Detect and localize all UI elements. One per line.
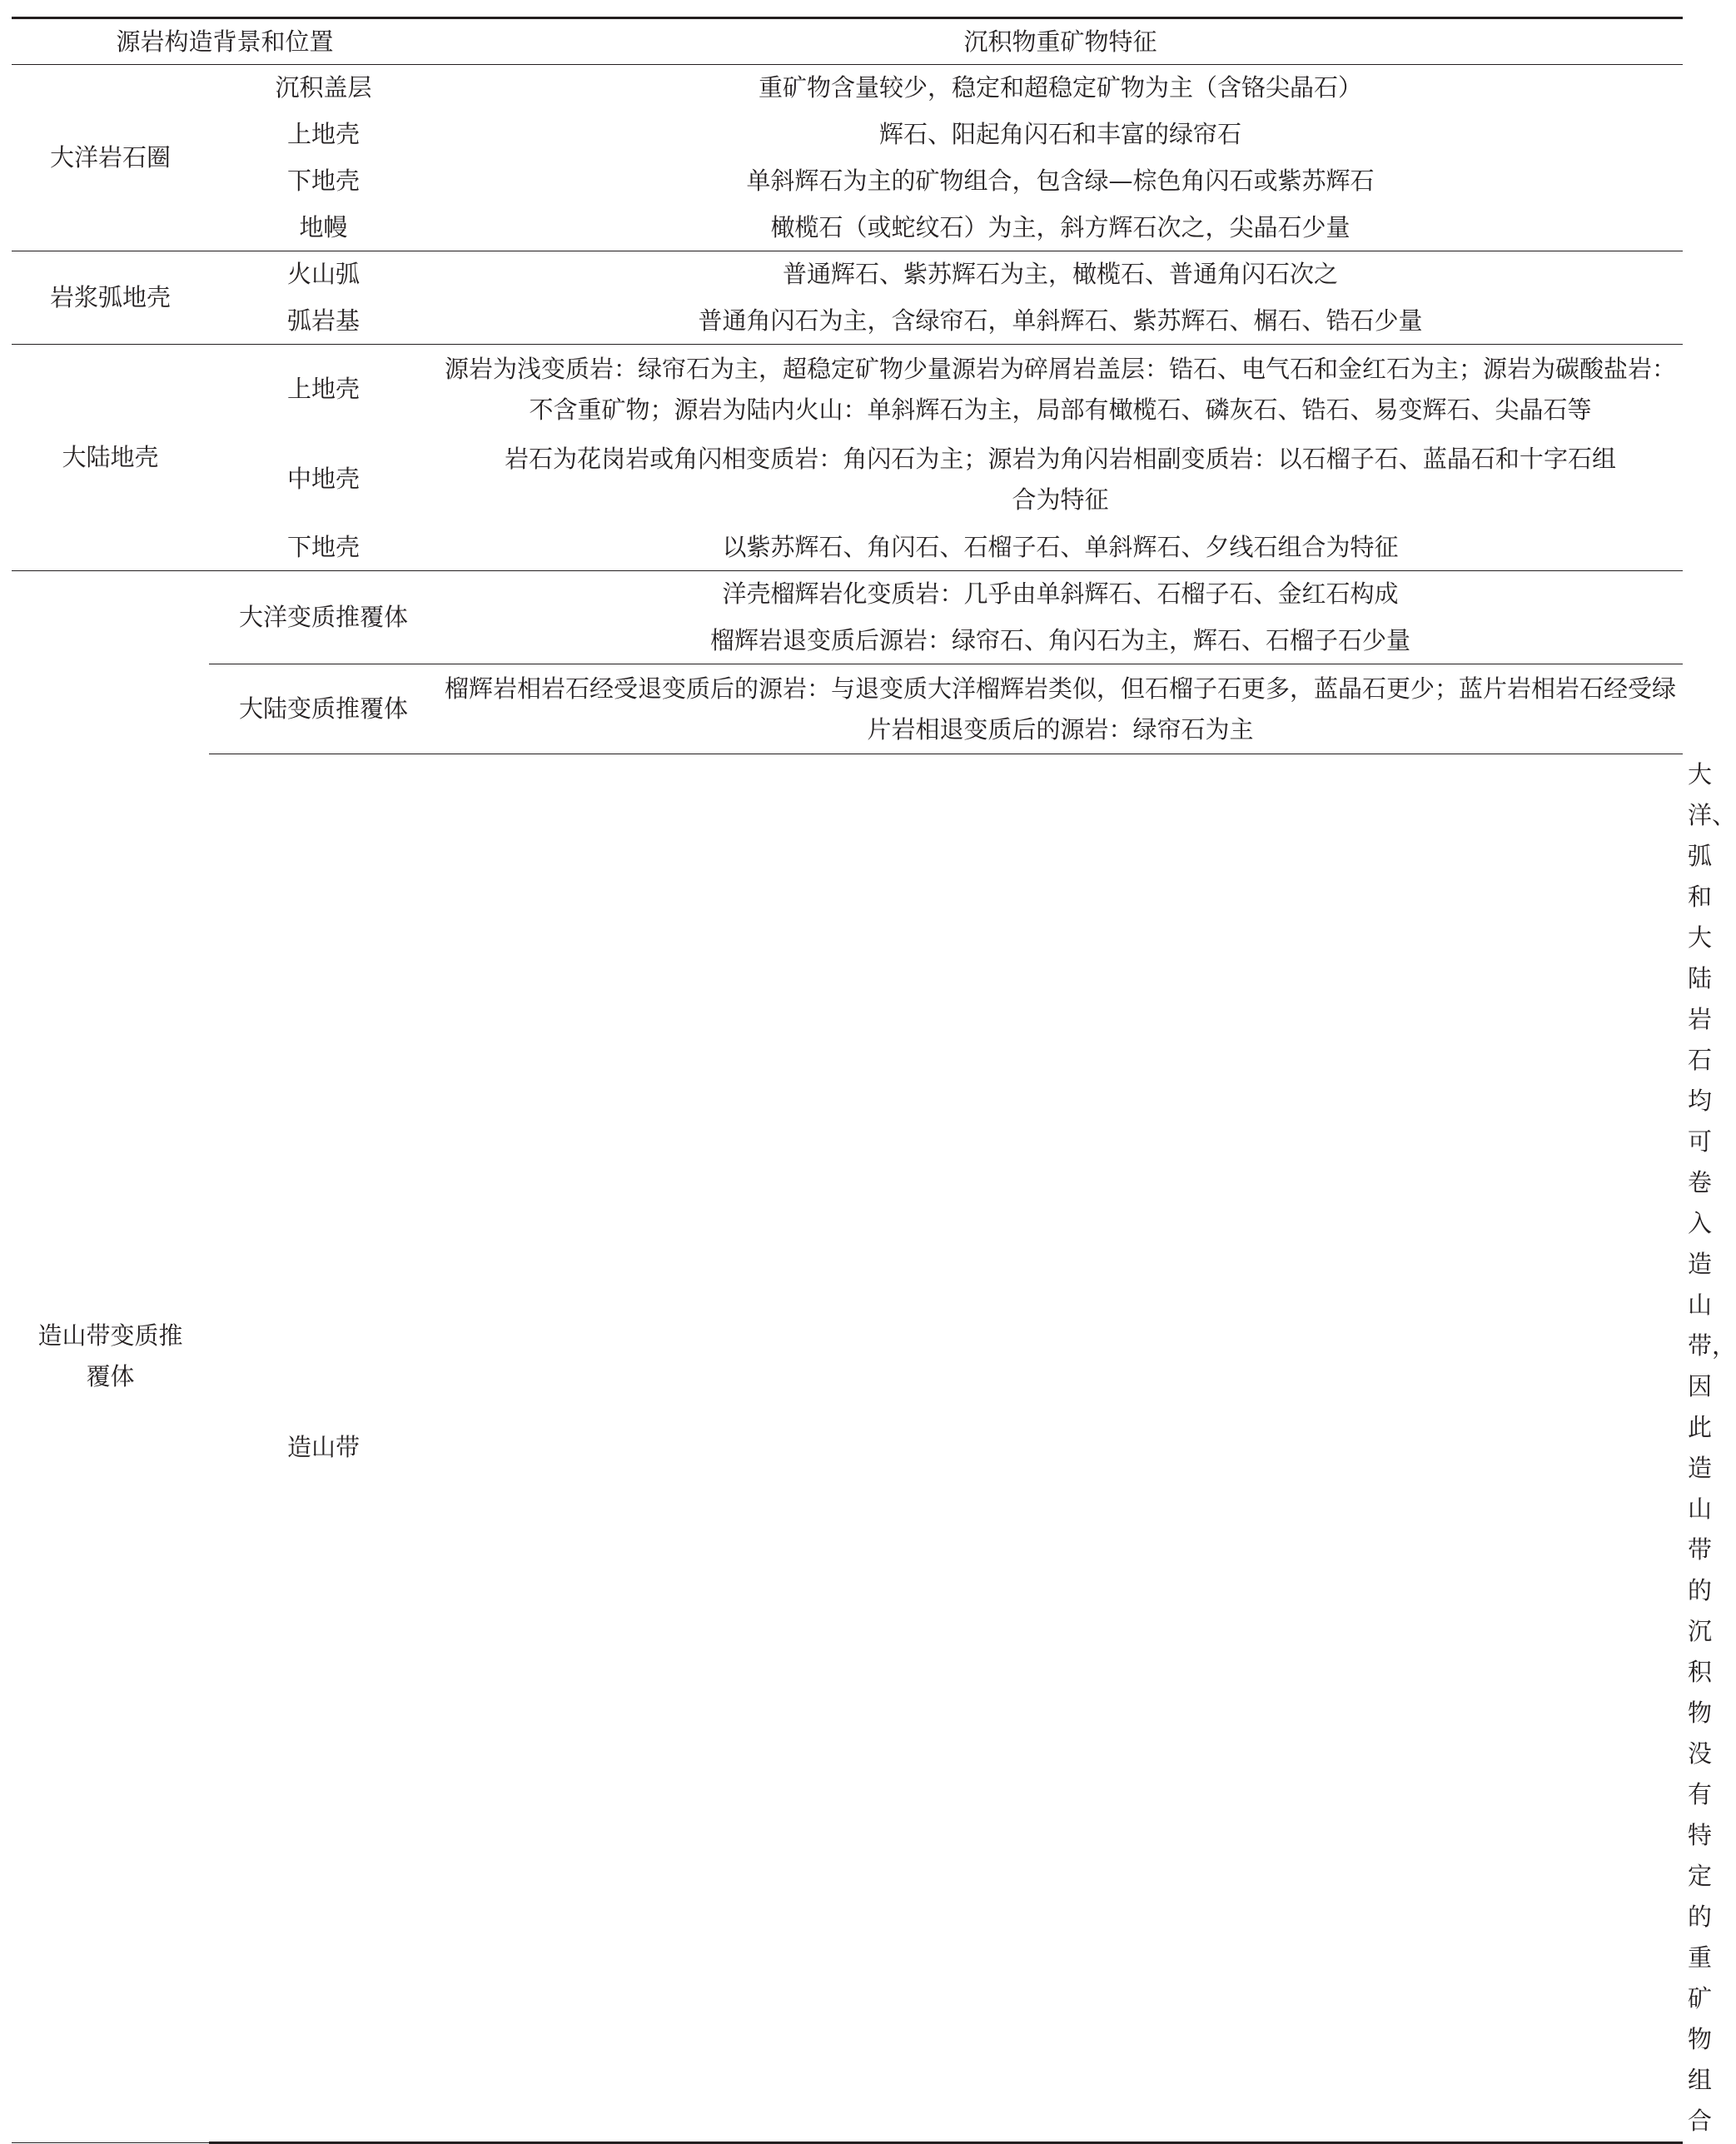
position-cell: 地幔: [209, 205, 438, 251]
feature-cell: 源岩为浅变质岩：绿帘石为主，超稳定矿物少量源岩为碎屑岩盖层：锆石、电气石和金红石为主；源岩为碳酸盐岩：不含重矿物；源岩为陆内火山：单斜辉石为主，局部有橄榄石、磷灰石、锆石、易变辉石、尖晶石等: [445, 354, 1677, 424]
table-row: [12, 345, 1683, 435]
group-orogen: 造山带: [209, 754, 438, 2143]
feature-cell: 辉石、阳起角闪石和丰富的绿帘石: [879, 120, 1242, 148]
position-cell: 中地壳: [287, 465, 361, 493]
table-row: [12, 158, 1683, 205]
feature-cell: 洋壳榴辉岩化变质岩：几乎由单斜辉石、石榴子石、金红石构成: [722, 580, 1399, 609]
position-cell: 弧岩基: [209, 298, 438, 345]
group-ocean: 大洋岩石圈: [12, 65, 209, 251]
feature-cell: 岩石为花岗岩或角闪相变质岩：角闪石为主；源岩为角闪岩相副变质岩：以石榴子石、蓝晶石和十字石组合为特征: [505, 444, 1617, 514]
feature-cell: 重矿物含量较少，稳定和超稳定矿物为主（含铬尖晶石）: [759, 73, 1363, 102]
feature-cell: 普通辉石、紫苏辉石为主，橄榄石、普通角闪石次之: [783, 260, 1339, 289]
feature-cell: 橄榄石（或蛇纹石）为主，斜方辉石次之，尖晶石少量: [438, 205, 1683, 251]
header-mineral-features: 沉积物重矿物特征: [438, 18, 1683, 65]
feature-cell: 榴辉岩相岩石经受退变质后的源岩：与退变质大洋榴辉岩类似，但石榴子石更多，蓝晶石更少；蓝片岩相岩石经受绿片岩相退变质后的源岩：绿帘石为主: [438, 664, 1683, 754]
position-cell: 沉积盖层: [275, 73, 372, 102]
table-row: [12, 435, 1683, 525]
table-row: [12, 571, 1683, 618]
table-row: [12, 205, 1683, 251]
position-cell: [438, 754, 1683, 2143]
table-row: [12, 251, 1683, 298]
table-row: [12, 65, 1683, 112]
feature-cell: 榴辉岩退变质后源岩：绿帘石、角闪石为主，辉石、石榴子石少量: [710, 625, 1411, 654]
table-row: [12, 525, 1683, 571]
header-source-setting: 源岩构造背景和位置: [12, 18, 438, 65]
position-cell: 下地壳: [287, 167, 361, 195]
heavy-mineral-table: [12, 17, 1736, 2144]
position-cell: 下地壳: [209, 525, 438, 571]
position-cell: 上地壳: [287, 120, 361, 148]
position-cell: 大洋变质推覆体: [239, 603, 409, 631]
position-cell: 大陆变质推覆体: [209, 664, 438, 754]
feature-cell: 以紫苏辉石、角闪石、石榴子石、单斜辉石、夕线石组合为特征: [438, 525, 1683, 571]
table-row: [12, 298, 1683, 345]
group-arc: 岩浆弧地壳: [12, 251, 209, 345]
table-row: [12, 112, 1683, 158]
group-continent: 大陆地壳: [12, 345, 209, 571]
feature-cell: 单斜辉石为主的矿物组合，包含绿—棕色角闪石或紫苏辉石: [746, 167, 1375, 195]
feature-cell: 普通角闪石为主，含绿帘石，单斜辉石、紫苏辉石、榍石、锆石少量: [438, 298, 1683, 345]
position-cell: 上地壳: [287, 375, 361, 404]
position-cell: 火山弧: [287, 260, 361, 289]
group-orogen-meta: 造山带变质推覆体: [12, 571, 209, 2143]
table-row: 造山带 大洋、弧和大陆岩石均可卷入造山带，因此造山带的沉积物没有特定的重矿物组合: [12, 754, 1683, 2143]
table-header-row: [12, 18, 1683, 65]
table-row: [12, 664, 1683, 754]
